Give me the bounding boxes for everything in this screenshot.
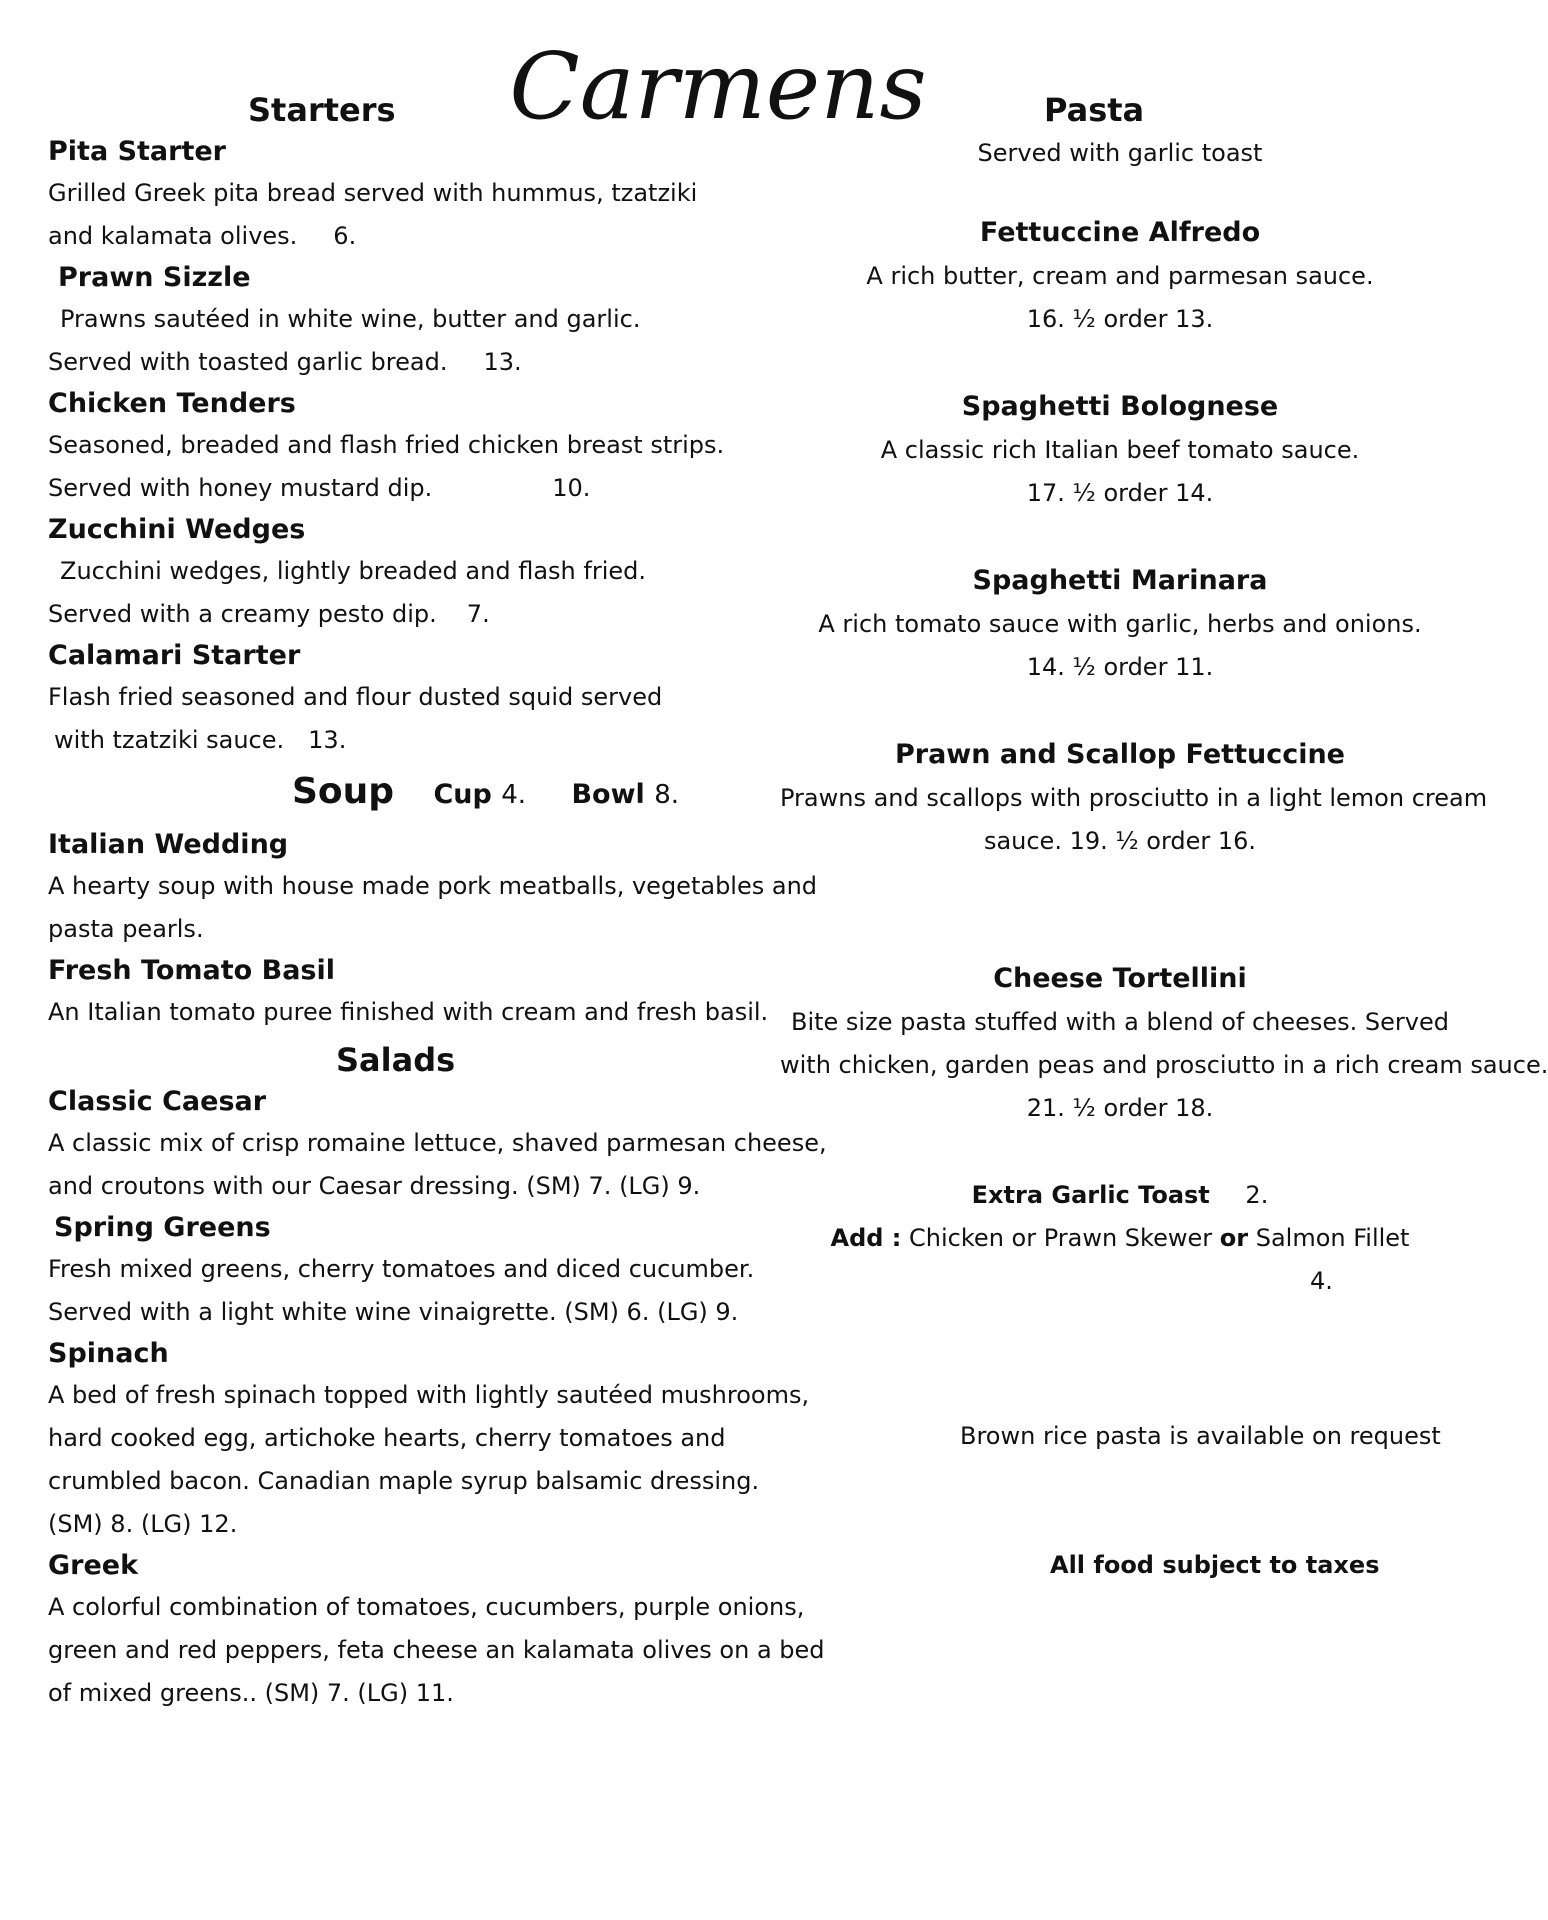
menu-item-italian-wedding <box>48 825 818 951</box>
item-desc: crumbled bacon. Canadian maple syrup balsamic dressing. <box>48 1467 760 1495</box>
menu-item-greek <box>48 1546 825 1715</box>
menu-item-spaghetti-bolognese <box>780 385 1460 515</box>
salads-heading: Salads <box>336 1041 456 1079</box>
item-desc: A hearty soup with house made pork meatballs, vegetables and <box>48 872 818 900</box>
item-price: 13. <box>308 726 347 754</box>
add-text: Chicken or Prawn Skewer <box>909 1224 1213 1252</box>
extra-garlic-toast <box>780 1174 1460 1217</box>
item-name: Classic Caesar <box>48 1086 267 1117</box>
add-protein <box>780 1217 1460 1260</box>
soup-heading: Soup <box>292 771 395 812</box>
item-name: Zucchini Wedges <box>48 514 306 545</box>
item-price: 6. <box>333 222 357 250</box>
item-price: 7. <box>466 600 490 628</box>
item-desc: green and red peppers, feta cheese an kalamata olives on a bed <box>48 1636 825 1664</box>
item-desc: Fresh mixed greens, cherry tomatoes and diced cucumber. <box>48 1255 755 1283</box>
item-name: Italian Wedding <box>48 829 289 860</box>
item-name: Spaghetti Marinara <box>972 565 1268 596</box>
item-desc-line <box>48 719 708 762</box>
item-name: Prawn Sizzle <box>58 262 251 293</box>
menu-item-spaghetti-marinara <box>780 559 1460 689</box>
item-desc: Bite size pasta stuffed with a blend of cheeses. Served <box>790 1008 1449 1036</box>
item-desc-line <box>48 593 708 636</box>
item-desc-line <box>48 215 708 258</box>
item-name: Greek <box>48 1550 139 1581</box>
brown-rice-note: Brown rice pasta is available on request <box>960 1422 1441 1450</box>
item-desc: A colorful combination of tomatoes, cucumbers, purple onions, <box>48 1593 805 1621</box>
menu-item-prawn-sizzle <box>48 258 708 384</box>
extra-price: 2. <box>1245 1181 1269 1209</box>
menu-item-classic-caesar <box>48 1082 827 1208</box>
item-desc: of mixed greens.. (SM) 7. (LG) 11. <box>48 1679 454 1707</box>
item-desc: Prawns and scallops with prosciutto in a light lemon cream <box>780 784 1488 812</box>
right-column <box>780 88 1548 1587</box>
item-price: 14. ½ order 11. <box>1026 653 1214 681</box>
item-name: Spinach <box>48 1338 169 1369</box>
item-price: 17. ½ order 14. <box>1026 479 1214 507</box>
item-desc: An Italian tomato puree finished with cream and fresh basil. <box>48 998 769 1026</box>
taxes-note: All food subject to taxes <box>1050 1551 1380 1579</box>
item-name: Cheese Tortellini <box>993 963 1247 994</box>
item-name: Fettuccine Alfredo <box>979 217 1261 248</box>
item-desc: and croutons with our Caesar dressing. (SM) 7. (LG) 9. <box>48 1172 701 1200</box>
bowl-price: 8. <box>654 780 680 810</box>
menu-item-zucchini-wedges <box>48 510 708 636</box>
item-desc: with chicken, garden peas and prosciutto in a rich cream sauce. <box>780 1051 1548 1079</box>
item-desc: Served with a light white wine vinaigrette. (SM) 6. (LG) 9. <box>48 1298 739 1326</box>
menu-item-chicken-tenders <box>48 384 725 510</box>
starters-heading: Starters <box>248 91 396 129</box>
item-desc: A classic mix of crisp romaine lettuce, shaved parmesan cheese, <box>48 1129 827 1157</box>
restaurant-name: Carmens <box>509 33 927 140</box>
menu-item-fettuccine-alfredo <box>780 211 1460 341</box>
item-name: Pita Starter <box>48 136 226 167</box>
cup-price: 4. <box>501 780 527 810</box>
item-name: Spring Greens <box>54 1212 271 1243</box>
item-desc-line <box>48 467 708 510</box>
extra-label: Extra Garlic Toast <box>971 1181 1210 1209</box>
add-text-2: Salmon Fillet <box>1255 1224 1410 1252</box>
menu-item-cheese-tortellini <box>780 957 1548 1130</box>
item-desc: A rich tomato sauce with garlic, herbs and onions. <box>818 610 1422 638</box>
item-price: 21. ½ order 18. <box>1026 1094 1214 1122</box>
cup-label: Cup <box>433 779 492 810</box>
item-desc: Zucchini wedges, lightly breaded and flash fried. <box>60 557 646 585</box>
pasta-subheading: Served with garlic toast <box>977 139 1263 167</box>
item-desc: Prawns sautéed in white wine, butter and garlic. <box>60 305 641 333</box>
item-desc: (SM) 8. (LG) 12. <box>48 1510 238 1538</box>
item-price: 16. ½ order 13. <box>1026 305 1214 333</box>
item-desc: Grilled Greek pita bread served with hummus, tzatziki <box>48 179 698 207</box>
item-name: Fresh Tomato Basil <box>48 955 336 986</box>
item-name: Calamari Starter <box>48 640 301 671</box>
item-desc: A rich butter, cream and parmesan sauce. <box>866 262 1374 290</box>
item-desc: hard cooked egg, artichoke hearts, cherry tomatoes and <box>48 1424 726 1452</box>
add-label: Add : <box>830 1224 902 1252</box>
menu-item-calamari-starter <box>48 636 708 762</box>
item-price: 13. <box>483 348 522 376</box>
item-name: Spaghetti Bolognese <box>961 391 1279 422</box>
pasta-heading: Pasta <box>1044 91 1145 129</box>
add-or: or <box>1219 1224 1249 1252</box>
menu-item-fresh-tomato-basil <box>48 951 769 1034</box>
menu-item-spring-greens <box>48 1208 755 1334</box>
item-price: 10. <box>552 474 591 502</box>
left-column <box>48 88 827 1715</box>
menu-item-prawn-scallop-fettuccine <box>780 733 1488 863</box>
item-desc: Served with a creamy pesto dip. <box>48 600 437 628</box>
item-name: Prawn and Scallop Fettuccine <box>894 739 1345 770</box>
item-desc: sauce. 19. ½ order 16. <box>983 827 1257 855</box>
item-desc: with tzatziki sauce. <box>54 726 285 754</box>
item-desc: pasta pearls. <box>48 915 204 943</box>
item-desc-line <box>48 341 708 384</box>
item-desc: Flash fried seasoned and flour dusted squid served <box>48 683 663 711</box>
item-desc: Served with honey mustard dip. <box>48 474 433 502</box>
item-desc: Seasoned, breaded and flash fried chicken breast strips. <box>48 431 725 459</box>
item-name: Chicken Tenders <box>48 388 296 419</box>
soup-heading-row <box>48 764 708 823</box>
item-desc: Served with toasted garlic bread. <box>48 348 448 376</box>
add-price: 4. <box>1310 1267 1333 1295</box>
menu-item-pita-starter <box>48 132 708 258</box>
menu-item-spinach <box>48 1334 810 1546</box>
bowl-label: Bowl <box>571 779 645 810</box>
item-desc: and kalamata olives. <box>48 222 298 250</box>
item-desc: A classic rich Italian beef tomato sauce. <box>880 436 1360 464</box>
item-desc: A bed of fresh spinach topped with lightly sautéed mushrooms, <box>48 1381 810 1409</box>
